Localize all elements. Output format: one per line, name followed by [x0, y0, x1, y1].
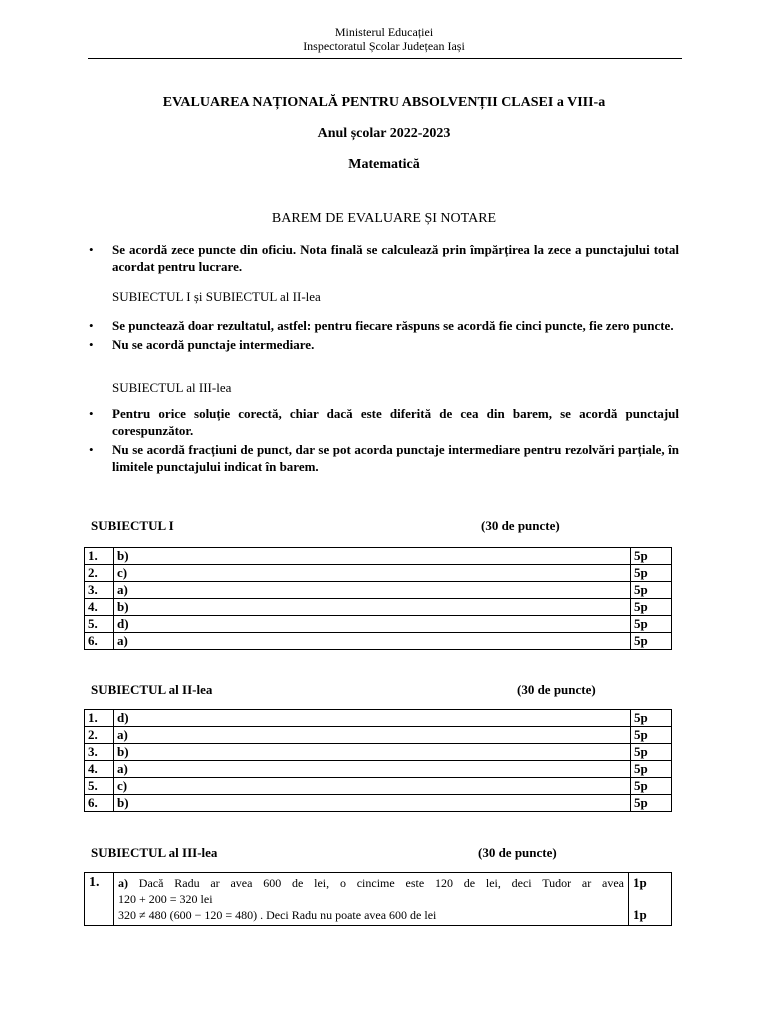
subiect1-points: (30 de puncte): [481, 518, 560, 533]
subiect3-title: SUBIECTUL al III-lea: [91, 845, 218, 860]
item-points: 5p: [631, 727, 672, 744]
solution-line-1: [118, 875, 624, 891]
rule-item: • Nu se acordă fracțiuni de punct, dar se pot acorda punctaje intermediare pentru rezolvări parțiale, în limitele punctajului indicat în barem.: [89, 441, 679, 475]
solution-text: Dacă Radu ar avea 600 de lei, o cincime este 120 de lei, deci Tudor ar avea: [138, 876, 625, 890]
spacer: [633, 891, 667, 907]
table-row: [85, 710, 672, 727]
item-points: 1p: [633, 875, 647, 890]
item-number: 3.: [85, 744, 114, 761]
item-answer: c): [114, 778, 631, 795]
subiect1-table: [84, 547, 672, 650]
barem-title: BAREM DE EVALUARE ȘI NOTARE: [271, 211, 497, 226]
item-points: 5p: [631, 710, 672, 727]
item-number: 6.: [85, 633, 114, 650]
table-row: [85, 565, 672, 582]
item-answer: a): [114, 761, 631, 778]
item-answer: a): [114, 633, 631, 650]
table-row: [85, 761, 672, 778]
item-number: 1.: [85, 548, 114, 565]
subiect3-points: (30 de puncte): [478, 845, 557, 860]
section-iii-rules: [89, 405, 679, 477]
table-row: [85, 633, 672, 650]
ministry-name: Ministerul Educației: [334, 25, 434, 39]
subject-name: Matematică: [348, 157, 420, 172]
part-label: a): [118, 876, 128, 890]
item-points: 5p: [631, 616, 672, 633]
table-row: [85, 548, 672, 565]
item-number: 2.: [85, 565, 114, 582]
table-row: [85, 582, 672, 599]
item-points: 5p: [631, 761, 672, 778]
item-points: 5p: [631, 795, 672, 812]
rule-item: • Nu se acordă punctaje intermediare.: [89, 336, 679, 353]
item-answer: a): [114, 582, 631, 599]
item-answer: a): [114, 727, 631, 744]
header-divider: [88, 58, 682, 59]
item-number: 4.: [85, 761, 114, 778]
section-i-ii-label: SUBIECTUL I și SUBIECTUL al II-lea: [112, 289, 321, 304]
table-row: [85, 778, 672, 795]
item-number: 1.: [85, 873, 114, 926]
table-row: [85, 599, 672, 616]
item-answer: d): [114, 710, 631, 727]
subiect1-title: SUBIECTUL I: [91, 518, 174, 533]
item-number: 2.: [85, 727, 114, 744]
item-answer: b): [114, 795, 631, 812]
item-points: 5p: [631, 633, 672, 650]
general-rules: [89, 241, 679, 277]
item-number: 5.: [85, 778, 114, 795]
subiect3-table: [84, 872, 672, 926]
item-number: 3.: [85, 582, 114, 599]
table-row: [85, 616, 672, 633]
exam-title: EVALUAREA NAȚIONALĂ PENTRU ABSOLVENȚII CLASEI a VIII-a: [162, 95, 606, 110]
subiect2-points: (30 de puncte): [517, 682, 596, 697]
section-iii-label: SUBIECTUL al III-lea: [112, 380, 232, 395]
table-row: [85, 873, 672, 926]
item-points: 1p: [633, 907, 647, 922]
item-answer: d): [114, 616, 631, 633]
solution-line-2: 120 + 200 = 320 lei: [118, 892, 213, 906]
table-row: [85, 744, 672, 761]
item-points: 5p: [631, 582, 672, 599]
item-answer: b): [114, 744, 631, 761]
item-number: 5.: [85, 616, 114, 633]
table-row: [85, 795, 672, 812]
item-points: 5p: [631, 548, 672, 565]
inspectorate-name: Inspectoratul Școlar Județean Iași: [303, 39, 465, 53]
page-header: [88, 25, 680, 53]
solution-line-3: 320 ≠ 480 (600 − 120 = 480) . Deci Radu nu poate avea 600 de lei: [118, 908, 437, 922]
item-points: 5p: [631, 744, 672, 761]
rule-item: • Se punctează doar rezultatul, astfel: pentru fiecare răspuns se acordă fie cinci puncte, fie zero puncte.: [89, 317, 679, 334]
item-answer: b): [114, 599, 631, 616]
table-row: [85, 727, 672, 744]
item-points: 5p: [631, 778, 672, 795]
solution-cell: [114, 873, 629, 926]
rule-item: • Pentru orice soluție corectă, chiar dacă este diferită de cea din barem, se acordă punctajul corespunzător.: [89, 405, 679, 439]
school-year: Anul școlar 2022-2023: [317, 126, 451, 141]
item-points: 5p: [631, 565, 672, 582]
item-number: 6.: [85, 795, 114, 812]
item-points: 5p: [631, 599, 672, 616]
rule-item: • Se acordă zece puncte din oficiu. Nota finală se calculează prin împărțirea la zece a punctajului total acordat pentru lucrare.: [89, 241, 679, 275]
item-number: 1.: [85, 710, 114, 727]
points-cell: [629, 873, 672, 926]
section-i-ii-rules: [89, 317, 679, 355]
item-answer: c): [114, 565, 631, 582]
subiect2-table: [84, 709, 672, 812]
item-answer: b): [114, 548, 631, 565]
subiect2-title: SUBIECTUL al II-lea: [91, 682, 213, 697]
item-number: 4.: [85, 599, 114, 616]
